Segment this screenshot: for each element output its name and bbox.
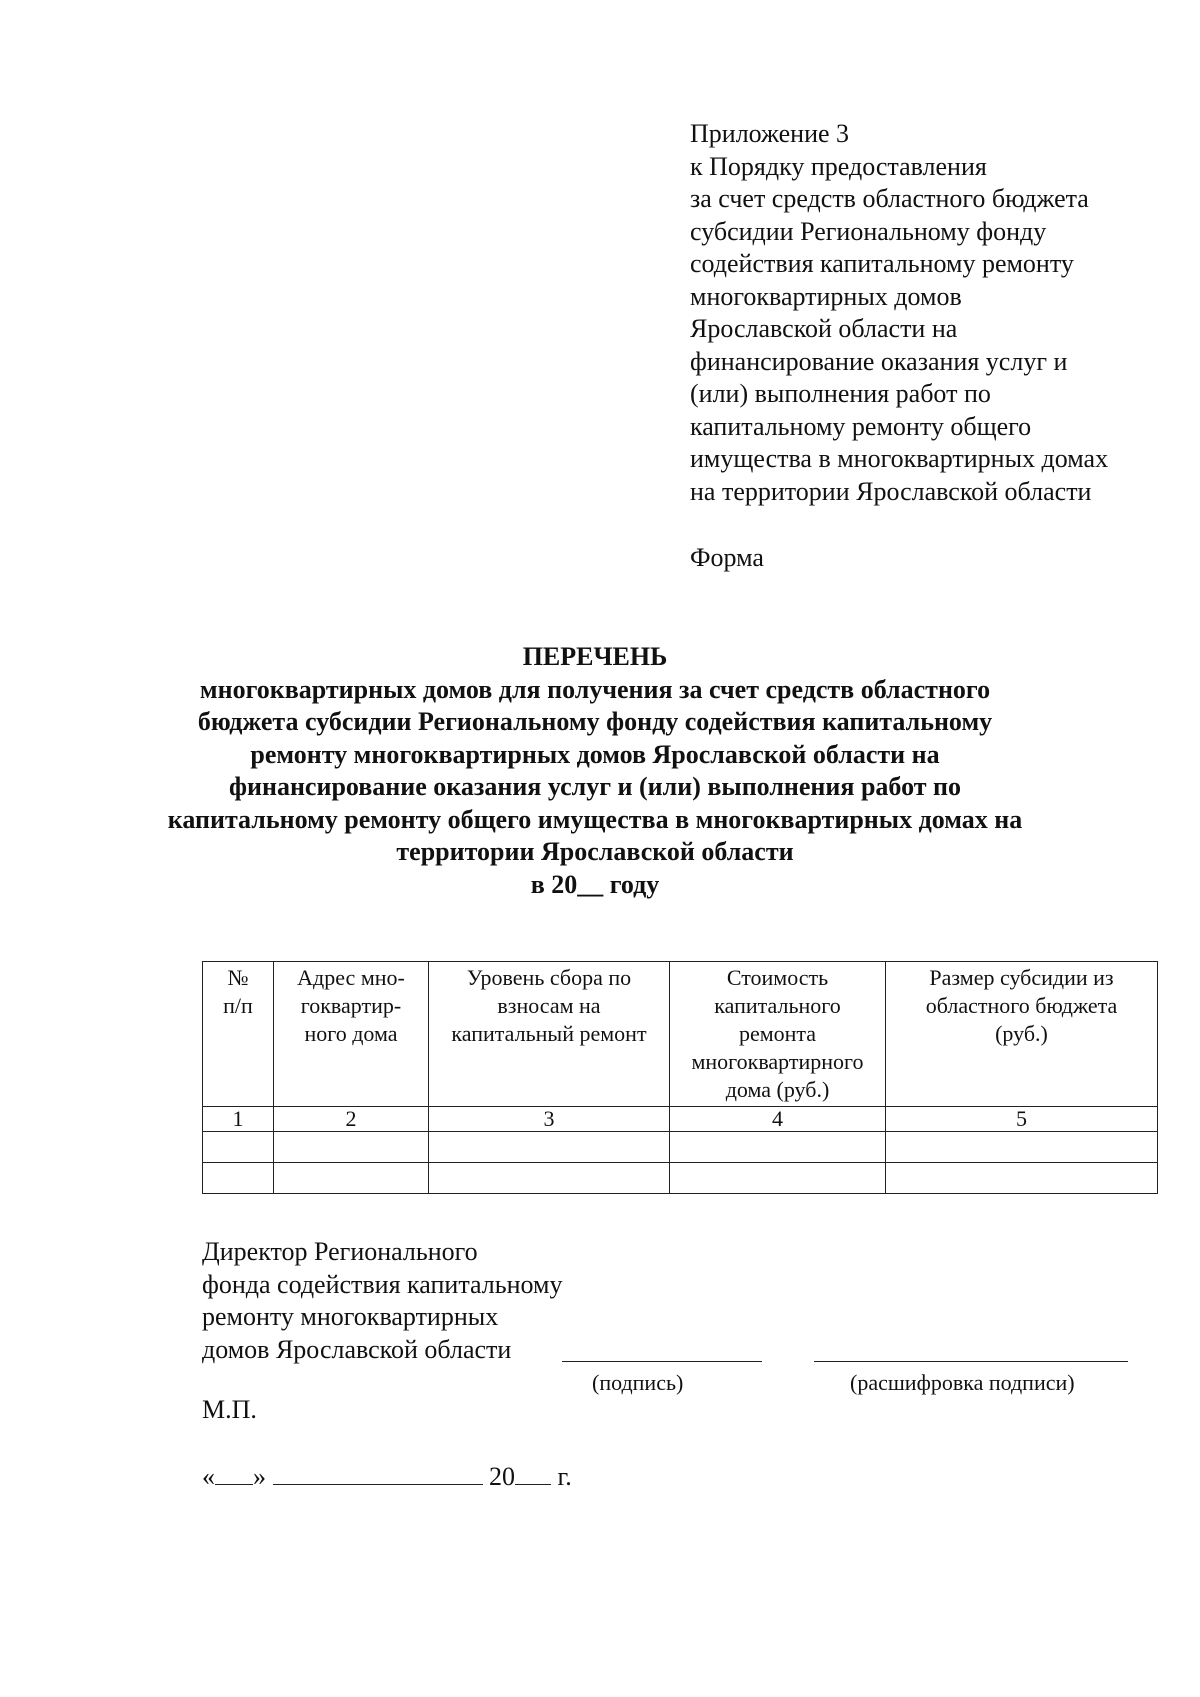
date-year-blank [515, 1462, 551, 1485]
title-line: ремонту многоквартирных домов Ярославской области на [250, 739, 940, 769]
signature-decoding-caption: (расшифровка подписи) [850, 1370, 1075, 1395]
table-cell [886, 1132, 1158, 1163]
appendix-line: Приложение 3 [690, 119, 850, 148]
table-cell [203, 1132, 274, 1163]
appendix-line: субсидии Региональному фонду [690, 216, 1047, 246]
header-cell-number: № п/п [203, 962, 274, 1107]
date-field [202, 1461, 572, 1493]
appendix-line: на территории Ярославской области [690, 476, 1092, 506]
column-number-row [203, 1107, 1158, 1132]
table-row [203, 1163, 1158, 1194]
signature-line [562, 1361, 762, 1362]
title-line: многоквартирных домов для получения за счет средств областного [199, 674, 991, 704]
houses-table [202, 961, 1158, 1194]
appendix-line: многоквартирных домов [690, 281, 962, 311]
signer-position-line: домов Ярославской области [202, 1334, 512, 1364]
column-number: 3 [429, 1107, 670, 1132]
stamp-mark: М.П. [202, 1395, 257, 1424]
signer-position-line: Директор Регионального [202, 1237, 478, 1266]
date-month-blank [273, 1462, 483, 1485]
appendix-line: за счет средств областного бюджета [690, 184, 1089, 213]
title-line: капитальному ремонту общего имущества в многоквартирных домах на [167, 804, 1023, 834]
title-heading: ПЕРЕЧЕНЬ [522, 642, 668, 671]
table-cell [670, 1163, 886, 1194]
table-cell [203, 1163, 274, 1194]
date-year-suffix: г. [557, 1462, 572, 1491]
table-header-row [203, 962, 1158, 1107]
appendix-line: капитальному ремонту общего [690, 411, 1032, 441]
header-cell-collection-level: Уровень сбора по взносам на капитальный ремонт [429, 962, 670, 1107]
signature-caption: (подпись) [592, 1370, 684, 1395]
document-title [150, 641, 1040, 901]
date-close-quote: » [253, 1462, 266, 1491]
table-cell [274, 1132, 429, 1163]
date-year-prefix: 20 [489, 1462, 515, 1491]
signer-position [202, 1236, 562, 1366]
header-cell-subsidy-amount: Размер субсидии из областного бюджета (руб.) [886, 962, 1158, 1107]
form-label: Форма [690, 543, 764, 572]
header-cell-repair-cost: Стоимость капитального ремонта многоквартирного дома (руб.) [670, 962, 886, 1107]
title-year-line: в 20__ году [530, 869, 660, 899]
date-day-blank [215, 1462, 253, 1485]
signer-position-line: ремонту многоквартирных [202, 1302, 499, 1331]
column-number: 2 [274, 1107, 429, 1132]
appendix-line: финансирование оказания услуг и [690, 346, 1068, 376]
appendix-line: содействия капитальному ремонту [690, 249, 1074, 278]
column-number: 5 [886, 1107, 1158, 1132]
column-number: 1 [203, 1107, 274, 1132]
appendix-line: к Порядку предоставления [690, 151, 987, 181]
header-cell-address: Адрес мно- гоквартир- ного дома [274, 962, 429, 1107]
appendix-note [690, 118, 1180, 508]
table-row [203, 1132, 1158, 1163]
signature-decoding-line [814, 1361, 1128, 1362]
column-number: 4 [670, 1107, 886, 1132]
date-open-quote: « [202, 1462, 215, 1491]
title-line: бюджета субсидии Региональному фонду содействия капитальному [197, 707, 993, 736]
title-line: финансирование оказания услуг и (или) выполнения работ по [229, 772, 961, 801]
table-cell [670, 1132, 886, 1163]
appendix-line: (или) выполнения работ по [690, 379, 991, 408]
table-cell [886, 1163, 1158, 1194]
title-line: территории Ярославской области [396, 837, 794, 866]
signer-position-line: фонда содействия капитальному [202, 1269, 563, 1299]
appendix-line: Ярославской области на [690, 314, 958, 343]
table-cell [429, 1163, 670, 1194]
table-cell [274, 1163, 429, 1194]
appendix-line: имущества в многоквартирных домах [690, 444, 1109, 473]
table-cell [429, 1132, 670, 1163]
